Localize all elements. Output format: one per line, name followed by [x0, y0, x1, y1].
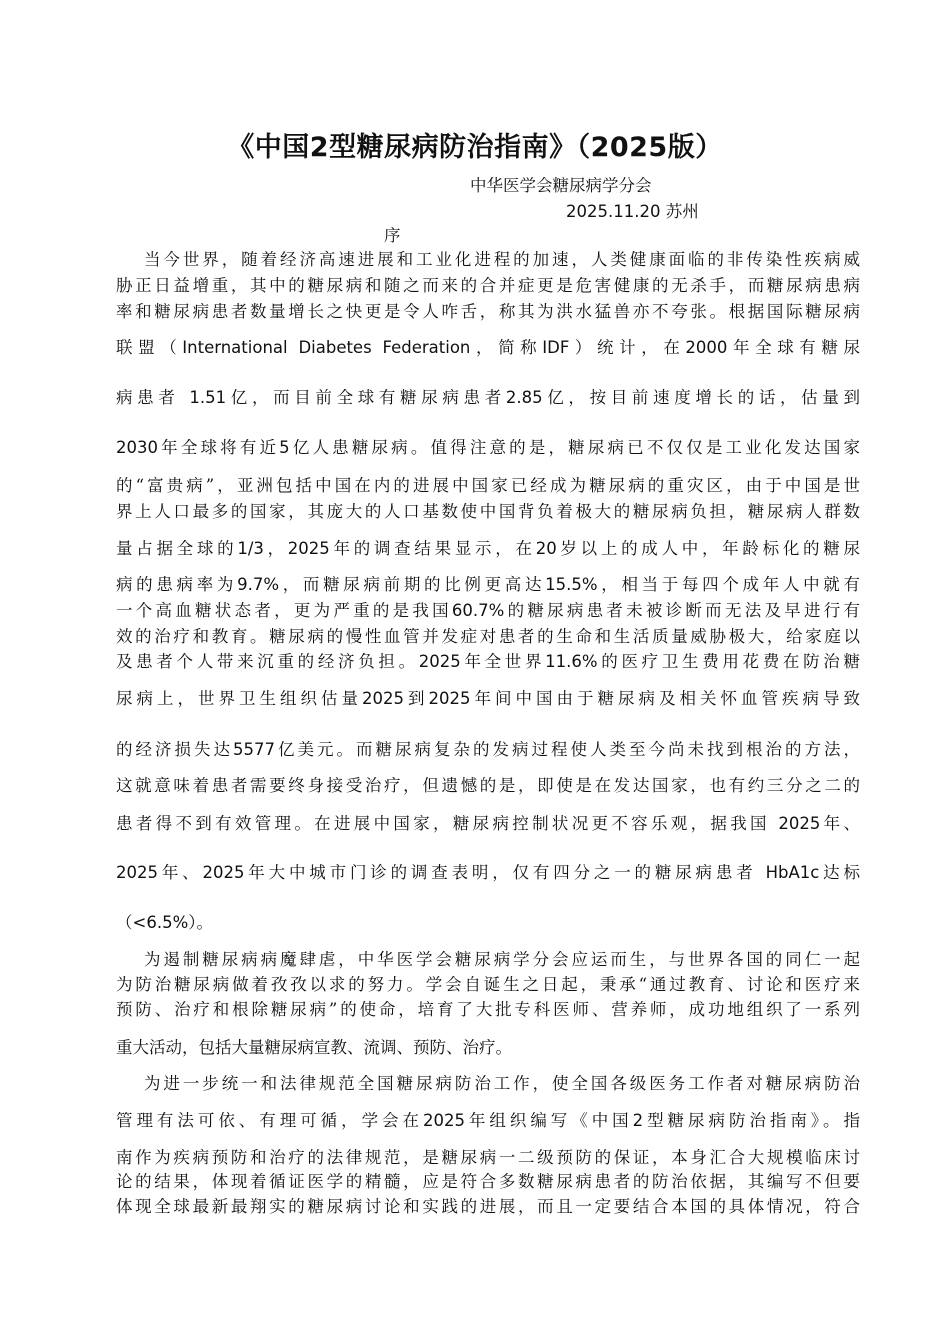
text-line: 这就意味着患者需要终身接受治疗，但遗憾的是，即使是在发达国家，也有约三分之二的	[116, 776, 860, 795]
text-line: 界上人口最多的国家，其庞大的人口基数使中国背负着极大的糖尿病负担，糖尿病人群数	[116, 502, 860, 521]
text-line: 的“富贵病”，亚洲包括中国在内的进展中国家已经成为糖尿病的重灾区，由于中国是世	[116, 476, 860, 495]
text-line: 为遏制糖尿病病魔肆虐，中华医学会糖尿病学分会应运而生，与世界各国的同仁一起	[144, 950, 860, 969]
publication-date: 2025.11.20	[566, 202, 661, 221]
text-line: 预防、治疗和根除糖尿病”的使命，培育了大批专科医师、营养师，成功地组织了一系列	[116, 1000, 860, 1019]
text-line: 当今世界，随着经济高速进展和工业化进程的加速，人类健康面临的非传染性疾病威	[144, 250, 860, 269]
text-line: 体现全球最新最翔实的糖尿病讨论和实践的进展，而且一定要结合本国的具体情况，符合	[116, 1197, 860, 1216]
text-line: 率和糖尿病患者数量增长之快更是令人咋舌，称其为洪水猛兽亦不夸张。根据国际糖尿病	[116, 302, 860, 321]
text-line: 效的治疗和教育。糖尿病的慢性血管并发症对患者的生命和生活质量威胁极大，给家庭以	[116, 627, 860, 646]
text-line: 为进一步统一和法律规范全国糖尿病防治工作，使全国各级医务工作者对糖尿病防治	[144, 1074, 860, 1093]
text-line: 病患者 1.51亿，而目前全球有糖尿病患者2.85亿，按目前速度增长的话，估量到	[116, 388, 860, 407]
text-line: 的经济损失达5577亿美元。而糖尿病复杂的发病过程使人类至今尚未找到根治的方法，	[116, 740, 860, 759]
text-line: 2025年、2025年大中城市门诊的调查表明，仅有四分之一的糖尿病患者 HbA1c达标	[116, 863, 860, 882]
text-line: 量占据全球的1/3，2025年的调查结果显示，在20岁以上的成人中，年龄标化的糖尿	[116, 539, 860, 558]
text-line: 尿病上，世界卫生组织估量2025到2025年间中国由于糖尿病及相关怀血管疾病导致	[116, 689, 860, 708]
author-organization: 中华医学会糖尿病学分会	[470, 176, 652, 195]
text-line: 及患者个人带来沉重的经济负担。2025年全世界11.6%的医疗卫生费用花费在防治糖	[116, 652, 860, 671]
text-line: （<6.5%）。	[116, 913, 213, 932]
text-line: 患者得不到有效管理。在进展中国家，糖尿病控制状况更不容乐观，据我国 2025年、	[116, 814, 860, 833]
text-line: 论的结果，体现着循证医学的精髓，应是符合多数糖尿病患者的防治依据，其编写不但要	[116, 1172, 860, 1191]
text-line: 管理有法可依、有理可循，学会在2025年组织编写《中国2型糖尿病防治指南》。指	[116, 1111, 860, 1130]
preface-heading: 序	[384, 226, 401, 245]
document-title: 《中国2型糖尿病防治指南》（2025版）	[227, 132, 723, 163]
text-line: 2030年全球将有近5亿人患糖尿病。值得注意的是，糖尿病已不仅仅是工业化发达国家	[116, 438, 860, 457]
text-line: 南作为疾病预防和治疗的法律规范，是糖尿病一二级预防的保证，本身汇合大规模临床讨	[116, 1148, 860, 1167]
text-line: 一个高血糖状态者，更为严重的是我国60.7%的糖尿病患者未被诊断而无法及早进行有	[116, 601, 860, 620]
text-line: 联盟（International Diabetes Federation，简称IDF）统计，在2000年全球有糖尿	[116, 338, 860, 357]
date-location	[566, 200, 699, 224]
publication-location: 苏州	[665, 202, 699, 221]
text-line: 病的患病率为9.7%，而糖尿病前期的比例更高达15.5%，相当于每四个成年人中就有	[116, 575, 860, 594]
text-line: 重大活动，包括大量糖尿病宣教、流调、预防、治疗。	[116, 1038, 512, 1057]
text-line: 胁正日益增重，其中的糖尿病和随之而来的合并症更是危害健康的无杀手，而糖尿病患病	[116, 276, 860, 295]
text-line: 为防治糖尿病做着孜孜以求的努力。学会自诞生之日起，秉承“通过教育、讨论和医疗来	[116, 975, 860, 994]
